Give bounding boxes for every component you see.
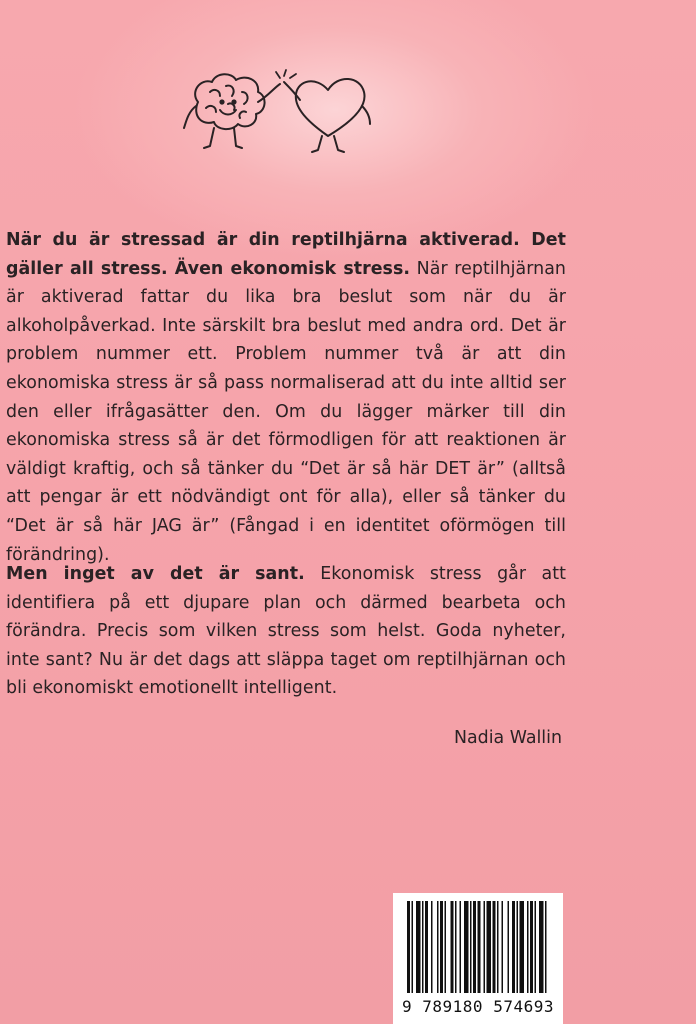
barcode-bar [440, 901, 443, 993]
heart-character-icon [284, 79, 370, 152]
paragraph-2-body: Ekonomisk stress går att identifiera på ett djupare plan och därmed bearbeta och förändra. Precis som vilken stress som helst. Goda nyheter, inte sant? Nu är det dags att släppa taget om reptilhjärnan och bli ekonomiskt emotionellt intelligent. [6, 564, 566, 699]
barcode-bar [517, 901, 519, 993]
brain-heart-illustration [176, 66, 376, 162]
description-paragraph-1 [6, 226, 566, 569]
barcode-bar [470, 901, 472, 993]
barcode-bar [487, 901, 492, 993]
barcode-bar [478, 901, 481, 993]
barcode-bar [535, 901, 537, 993]
brain-character-icon [184, 74, 280, 148]
barcode-bar [539, 901, 544, 993]
barcode-bar [484, 901, 486, 993]
barcode-bar [473, 901, 476, 993]
barcode-bar [422, 901, 424, 993]
barcode-bar [451, 901, 454, 993]
barcode-bar [520, 901, 525, 993]
paragraph-2-lead: Men inget av det är sant. [6, 564, 305, 584]
barcode-bar [416, 901, 421, 993]
barcode-bar [545, 901, 547, 993]
description-paragraph-2 [6, 560, 566, 703]
barcode-bar [407, 901, 410, 993]
author-name: Nadia Wallin [454, 728, 562, 748]
spark-icon [276, 70, 296, 78]
barcode-bar [527, 901, 529, 993]
barcode [393, 893, 563, 1024]
barcode-bar [455, 901, 457, 993]
barcode-bar [493, 901, 496, 993]
paragraph-1-lead: När du är stressad är din reptilhjärna aktiverad. Det gäller all stress. Även ekonomisk stress. [6, 230, 566, 279]
barcode-bars [393, 893, 563, 997]
barcode-bar [437, 901, 439, 993]
barcode-bar [508, 901, 510, 993]
barcode-bar [530, 901, 533, 993]
barcode-bar [502, 901, 504, 993]
barcode-bar [412, 901, 414, 993]
barcode-bar [425, 901, 428, 993]
isbn-number: 9 789180 574693 [402, 997, 554, 1016]
paragraph-1-body: När reptilhjärnan är aktiverad fattar du lika bra beslut som när du är alkoholpåverkad. Inte särskilt bra beslut med andra ord. Det är problem nummer ett. Problem nummer två är att din ekonomiska stress är så pass normaliserad att du inte alltid ser den eller ifrågasätter den. Om du lägger märker till din ekonomiska stress så är det förmodligen för att reaktionen är väldigt kraftig, och så tänker du “Det är så här DET är” (alltså att pengar är ett nödvändigt ont för alla), eller så tänker du “Det är så här JAG är” (Fångad i en identitet oförmögen till förändring). [6, 258, 566, 565]
barcode-bar [431, 901, 433, 993]
barcode-bar [460, 901, 462, 993]
barcode-bar [512, 901, 515, 993]
barcode-bar [497, 901, 499, 993]
barcode-bar [464, 901, 469, 993]
barcode-bar [445, 901, 447, 993]
